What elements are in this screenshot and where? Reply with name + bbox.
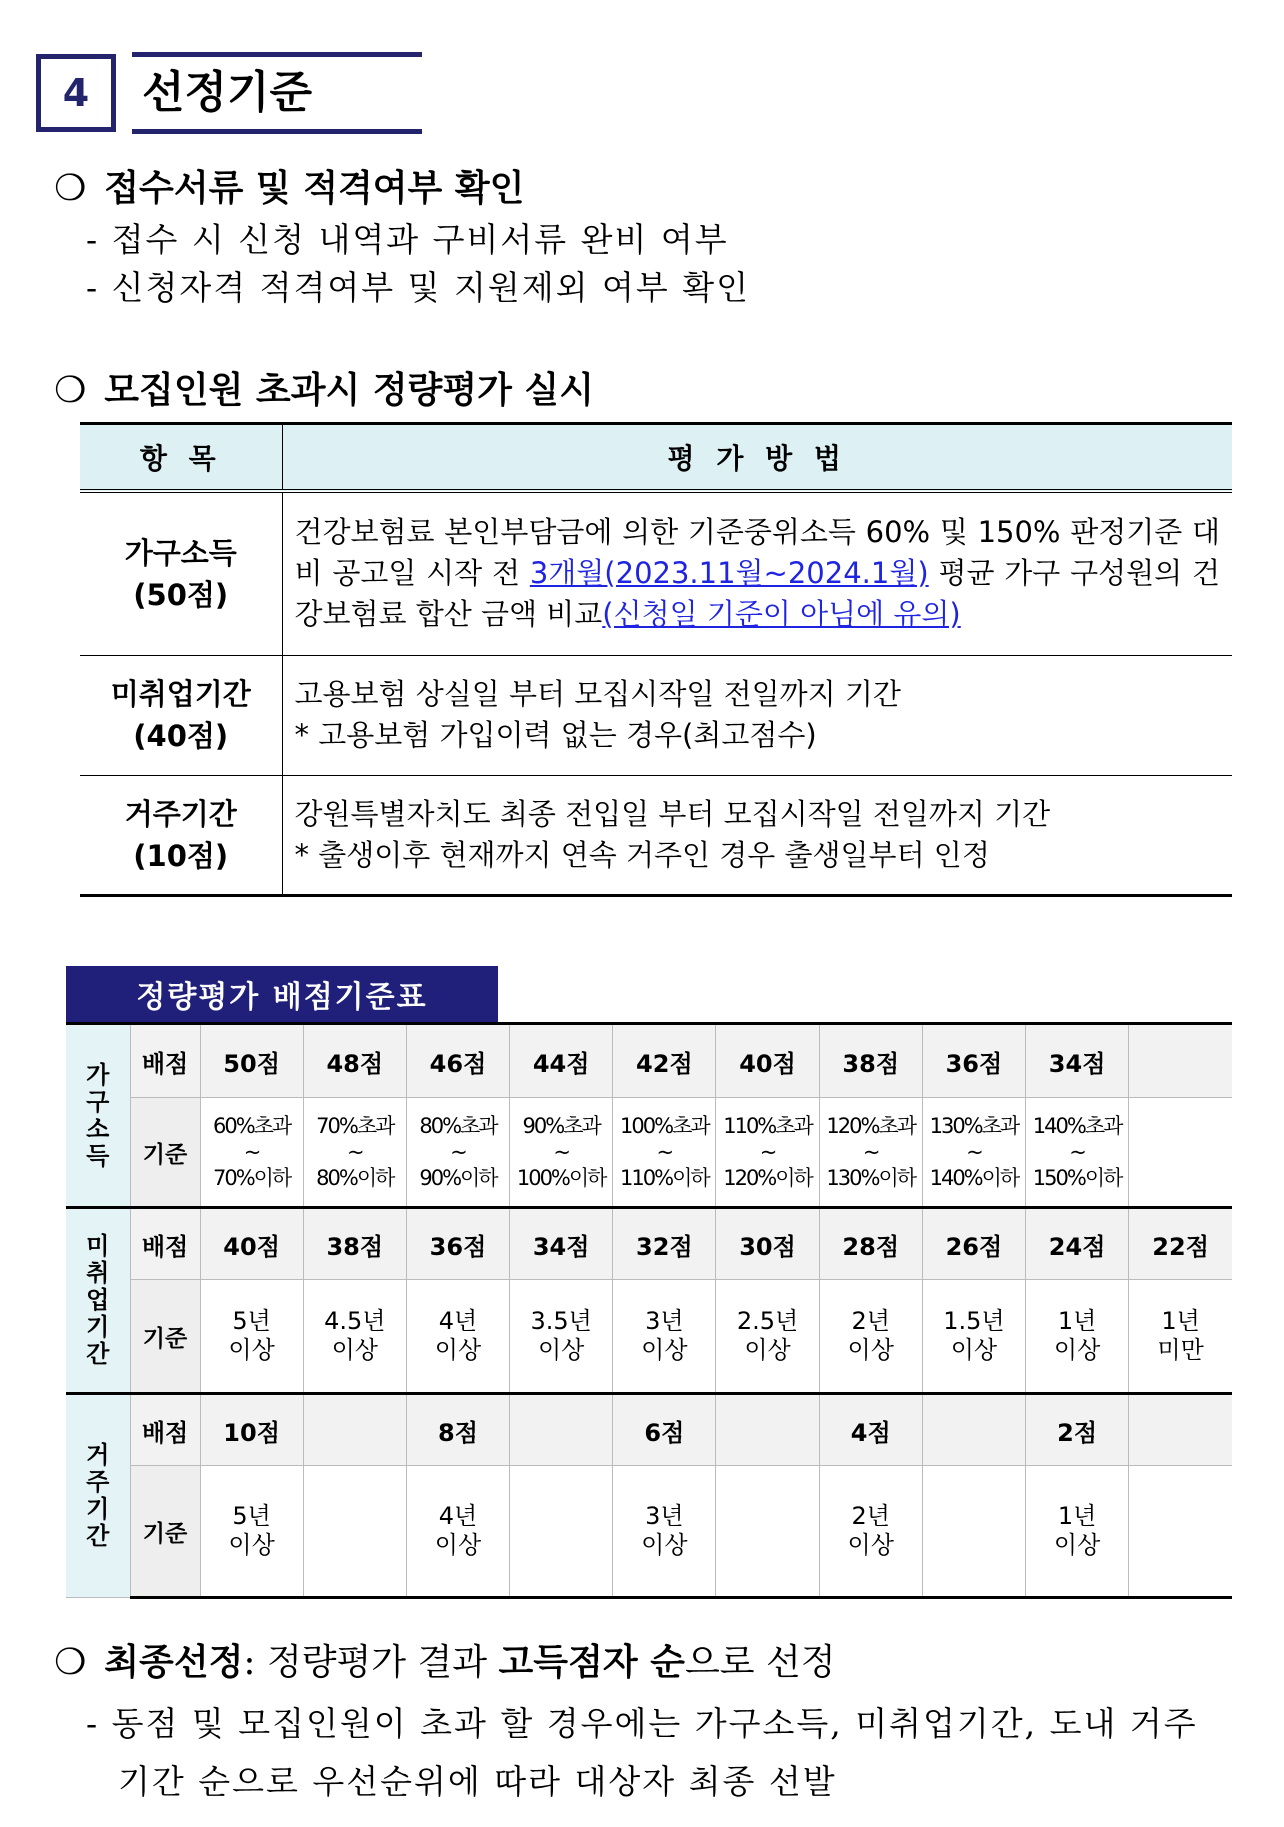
criteria-line: 80%이하 bbox=[316, 1166, 394, 1190]
criteria-cell bbox=[1129, 1466, 1232, 1598]
criteria-line: 140%초과 bbox=[1032, 1114, 1122, 1138]
item-cell bbox=[80, 775, 282, 895]
points-cell: 40점 bbox=[200, 1208, 303, 1280]
income-category bbox=[66, 1024, 130, 1208]
final-text: 정량평가 결과 bbox=[255, 1642, 499, 1683]
quant-heading-text: 모집인원 초과시 정량평가 실시 bbox=[104, 370, 594, 411]
criteria-cell bbox=[613, 1098, 716, 1208]
criteria-cell bbox=[303, 1098, 406, 1208]
criteria-line: 4년 bbox=[438, 1502, 478, 1530]
points-cell: 34점 bbox=[1026, 1024, 1129, 1098]
points-cell: 38점 bbox=[303, 1208, 406, 1280]
quant-heading bbox=[54, 362, 594, 413]
criteria-line: 이상 bbox=[641, 1531, 688, 1559]
points-cell: 32점 bbox=[613, 1208, 716, 1280]
points-cell: 40점 bbox=[716, 1024, 819, 1098]
criteria-line: 130%이하 bbox=[826, 1166, 916, 1190]
criteria-line: 2년 bbox=[851, 1307, 890, 1335]
criteria-line: 이상 bbox=[950, 1336, 998, 1364]
criteria-cell bbox=[819, 1466, 922, 1598]
category-char: 득 bbox=[86, 1141, 110, 1170]
category-char: 취 bbox=[86, 1259, 110, 1287]
category-char: 기 bbox=[86, 1313, 110, 1341]
item-name: 미취업기간 bbox=[110, 677, 251, 711]
col-item-header: 항 목 bbox=[80, 424, 282, 492]
method-cell bbox=[282, 491, 1232, 655]
criteria-line: 이상 bbox=[1053, 1336, 1101, 1364]
points-cell: 26점 bbox=[922, 1208, 1025, 1280]
period-link: 3개월(2023.11월~2024.1월) bbox=[529, 556, 929, 591]
criteria-line: ~ bbox=[243, 1140, 260, 1164]
criteria-line: ~ bbox=[1069, 1140, 1085, 1164]
criteria-cell bbox=[406, 1280, 509, 1394]
criteria-cell bbox=[200, 1098, 303, 1208]
points-label: 배점 bbox=[130, 1208, 200, 1280]
criteria-cell bbox=[303, 1466, 406, 1598]
criteria-cell bbox=[1129, 1098, 1232, 1208]
unemployment-points-row bbox=[66, 1208, 1232, 1280]
criteria-line: 90%초과 bbox=[522, 1114, 600, 1138]
criteria-line: ~ bbox=[862, 1140, 879, 1164]
bullet-circle: ❍ bbox=[54, 168, 87, 209]
criteria-cell bbox=[510, 1098, 613, 1208]
final-detail-2: 기간 순으로 우선순위에 따라 대상자 최종 선발 bbox=[118, 1762, 837, 1801]
criteria-line: 150%이하 bbox=[1032, 1166, 1122, 1190]
criteria-cell bbox=[716, 1280, 819, 1394]
final-emphasis: 고득점자 순 bbox=[498, 1642, 685, 1683]
criteria-line: 100%이하 bbox=[516, 1166, 606, 1190]
criteria-cell bbox=[922, 1466, 1025, 1598]
criteria-line: 70%이하 bbox=[212, 1166, 291, 1190]
final-colon: : bbox=[243, 1642, 256, 1683]
method-note: * 고용보험 가입이력 없는 경우(최고점수) bbox=[294, 718, 817, 752]
points-label: 배점 bbox=[130, 1394, 200, 1466]
criteria-line: 이상 bbox=[847, 1531, 894, 1559]
points-cell bbox=[510, 1394, 613, 1466]
criteria-cell bbox=[1129, 1280, 1232, 1394]
criteria-line: 60%초과 bbox=[212, 1114, 291, 1138]
category-char: 미 bbox=[86, 1232, 110, 1260]
item-name: 가구소득 bbox=[124, 535, 237, 570]
criteria-cell bbox=[406, 1466, 509, 1598]
criteria-line: ~ bbox=[346, 1140, 363, 1164]
check-item-1: - 접수 시 신청 내역과 구비서류 완비 여부 bbox=[86, 220, 729, 259]
category-char: 소 bbox=[86, 1114, 110, 1143]
criteria-line: 120%초과 bbox=[826, 1114, 916, 1138]
criteria-line: 100%초과 bbox=[620, 1114, 709, 1138]
points-cell: 50점 bbox=[200, 1024, 303, 1098]
item-cell bbox=[80, 491, 282, 655]
residence-category bbox=[66, 1394, 130, 1598]
check-heading bbox=[54, 160, 524, 211]
criteria-line: 3년 bbox=[645, 1307, 684, 1335]
unemployment-criteria-row bbox=[66, 1280, 1232, 1394]
note-link: (신청일 기준이 아님에 유의) bbox=[602, 597, 961, 632]
criteria-cell bbox=[716, 1098, 819, 1208]
criteria-cell bbox=[922, 1280, 1025, 1394]
criteria-label: 기준 bbox=[130, 1280, 200, 1394]
criteria-cell bbox=[200, 1466, 303, 1598]
check-item-2: - 신청자격 적격여부 및 지원제외 여부 확인 bbox=[86, 268, 751, 307]
table-row bbox=[80, 491, 1232, 655]
criteria-label: 기준 bbox=[130, 1098, 200, 1208]
points-cell: 38점 bbox=[819, 1024, 922, 1098]
criteria-cell bbox=[819, 1098, 922, 1208]
criteria-line: 4.5년 bbox=[324, 1307, 386, 1335]
points-cell: 6점 bbox=[613, 1394, 716, 1466]
income-points-row bbox=[66, 1024, 1232, 1098]
points-cell: 44점 bbox=[510, 1024, 613, 1098]
points-cell: 8점 bbox=[406, 1394, 509, 1466]
criteria-line: ~ bbox=[450, 1140, 466, 1164]
points-cell bbox=[922, 1394, 1025, 1466]
category-char: 업 bbox=[86, 1286, 110, 1314]
criteria-line: 110%초과 bbox=[723, 1114, 812, 1138]
score-table bbox=[66, 1022, 1232, 1599]
item-points: (50점) bbox=[133, 577, 229, 612]
points-cell: 4점 bbox=[819, 1394, 922, 1466]
criteria-line: 90%이하 bbox=[419, 1166, 497, 1190]
category-char: 주 bbox=[86, 1468, 110, 1496]
final-heading-label: 최종선정 bbox=[104, 1642, 244, 1683]
item-cell bbox=[80, 655, 282, 775]
criteria-line: 이상 bbox=[641, 1336, 688, 1364]
category-char: 간 bbox=[86, 1340, 110, 1368]
table-row bbox=[80, 655, 1232, 775]
points-cell: 36점 bbox=[406, 1208, 509, 1280]
criteria-line: 5년 bbox=[232, 1502, 271, 1530]
points-cell bbox=[1129, 1394, 1232, 1466]
bullet-circle: ❍ bbox=[54, 1642, 87, 1683]
criteria-cell bbox=[613, 1466, 716, 1598]
residence-points-row bbox=[66, 1394, 1232, 1466]
criteria-line: 2년 bbox=[851, 1502, 890, 1530]
final-text: 으로 선정 bbox=[684, 1642, 836, 1683]
criteria-label: 기준 bbox=[130, 1466, 200, 1598]
method-line: 고용보험 상실일 부터 모집시작일 전일까지 기간 bbox=[294, 677, 901, 711]
evaluation-table bbox=[80, 422, 1232, 897]
criteria-line: ~ bbox=[656, 1140, 673, 1164]
method-cell bbox=[282, 775, 1232, 895]
criteria-line: 이상 bbox=[537, 1336, 585, 1364]
criteria-cell bbox=[1026, 1098, 1129, 1208]
method-line: 강원특별자치도 최종 전입일 부터 모집시작일 전일까지 기간 bbox=[294, 796, 1051, 831]
criteria-cell bbox=[922, 1098, 1025, 1208]
points-cell: 34점 bbox=[510, 1208, 613, 1280]
criteria-line: 3년 bbox=[645, 1502, 684, 1530]
method-note: * 출생이후 현재까지 연속 거주인 경우 출생일부터 인정 bbox=[294, 837, 990, 872]
final-heading bbox=[54, 1634, 836, 1685]
criteria-cell bbox=[510, 1280, 613, 1394]
points-cell: 10점 bbox=[200, 1394, 303, 1466]
points-cell: 30점 bbox=[716, 1208, 819, 1280]
method-text: 건강보험료 본인부담금에 의한 기준중위소득 60% 및 150% 판정기준 대비 공고일 시작 전 bbox=[294, 515, 1220, 591]
criteria-line: 5년 bbox=[232, 1307, 271, 1335]
points-cell: 24점 bbox=[1026, 1208, 1129, 1280]
criteria-line: 4년 bbox=[438, 1307, 478, 1335]
residence-criteria-row bbox=[66, 1466, 1232, 1598]
criteria-line: 이상 bbox=[434, 1336, 482, 1364]
points-cell: 46점 bbox=[406, 1024, 509, 1098]
score-table-label: 정량평가 배점기준표 bbox=[66, 966, 498, 1022]
criteria-line: 2.5년 bbox=[736, 1307, 799, 1335]
criteria-cell bbox=[1026, 1280, 1129, 1394]
criteria-line: 120%이하 bbox=[723, 1166, 812, 1190]
bullet-circle: ❍ bbox=[54, 370, 87, 411]
points-cell bbox=[1129, 1024, 1232, 1098]
category-char: 기 bbox=[86, 1495, 110, 1523]
points-cell: 2점 bbox=[1026, 1394, 1129, 1466]
section-number: 4 bbox=[36, 54, 116, 132]
points-cell: 42점 bbox=[613, 1024, 716, 1098]
points-cell bbox=[303, 1394, 406, 1466]
criteria-cell bbox=[819, 1280, 922, 1394]
criteria-cell bbox=[716, 1466, 819, 1598]
criteria-line: 140%이하 bbox=[929, 1166, 1019, 1190]
criteria-line: 이상 bbox=[228, 1531, 275, 1559]
item-points: (40점) bbox=[133, 719, 229, 753]
criteria-line: 3.5년 bbox=[530, 1307, 592, 1335]
points-cell: 22점 bbox=[1129, 1208, 1232, 1280]
points-cell: 36점 bbox=[922, 1024, 1025, 1098]
criteria-line: 미만 bbox=[1157, 1336, 1204, 1364]
criteria-cell bbox=[510, 1466, 613, 1598]
points-cell: 28점 bbox=[819, 1208, 922, 1280]
col-method-header: 평 가 방 법 bbox=[282, 424, 1232, 492]
criteria-line: 1.5년 bbox=[943, 1307, 1005, 1335]
item-name: 거주기간 bbox=[124, 796, 237, 831]
criteria-line: 이상 bbox=[434, 1531, 482, 1559]
evaluation-header-row bbox=[80, 424, 1232, 492]
criteria-cell bbox=[303, 1280, 406, 1394]
category-char: 구 bbox=[86, 1087, 110, 1116]
criteria-line: ~ bbox=[553, 1140, 569, 1164]
category-char: 가 bbox=[86, 1060, 110, 1089]
criteria-line: 1년 bbox=[1057, 1502, 1097, 1530]
criteria-line: 1년 bbox=[1057, 1307, 1097, 1335]
criteria-cell bbox=[1026, 1466, 1129, 1598]
income-criteria-row bbox=[66, 1098, 1232, 1208]
category-char: 거 bbox=[86, 1441, 110, 1469]
criteria-line: 이상 bbox=[331, 1336, 378, 1364]
points-cell: 48점 bbox=[303, 1024, 406, 1098]
item-points: (10점) bbox=[133, 838, 229, 873]
criteria-line: ~ bbox=[966, 1140, 982, 1164]
criteria-cell bbox=[200, 1280, 303, 1394]
criteria-cell bbox=[613, 1280, 716, 1394]
final-detail-1: - 동점 및 모집인원이 초과 할 경우에는 가구소득, 미취업기간, 도내 거주 bbox=[86, 1704, 1198, 1743]
method-text: 평균 가구 구성원의 건강보험료 합산 금액 비교 bbox=[294, 556, 1220, 632]
criteria-line: 이상 bbox=[228, 1336, 275, 1364]
criteria-line: ~ bbox=[759, 1140, 776, 1164]
unemployment-category bbox=[66, 1208, 130, 1394]
points-label: 배점 bbox=[130, 1024, 200, 1098]
criteria-line: 1년 bbox=[1161, 1307, 1200, 1335]
table-row bbox=[80, 775, 1232, 895]
criteria-line: 70%초과 bbox=[316, 1114, 394, 1138]
criteria-line: 130%초과 bbox=[929, 1114, 1019, 1138]
criteria-line: 이상 bbox=[1053, 1531, 1101, 1559]
criteria-cell bbox=[406, 1098, 509, 1208]
check-heading-text: 접수서류 및 적격여부 확인 bbox=[104, 168, 525, 209]
criteria-line: 이상 bbox=[847, 1336, 894, 1364]
criteria-line: 이상 bbox=[744, 1336, 791, 1364]
criteria-line: 110%이하 bbox=[620, 1166, 709, 1190]
method-cell bbox=[282, 655, 1232, 775]
section-title: 선정기준 bbox=[132, 52, 422, 134]
criteria-line: 80%초과 bbox=[419, 1114, 497, 1138]
category-char: 간 bbox=[86, 1522, 110, 1550]
points-cell bbox=[716, 1394, 819, 1466]
